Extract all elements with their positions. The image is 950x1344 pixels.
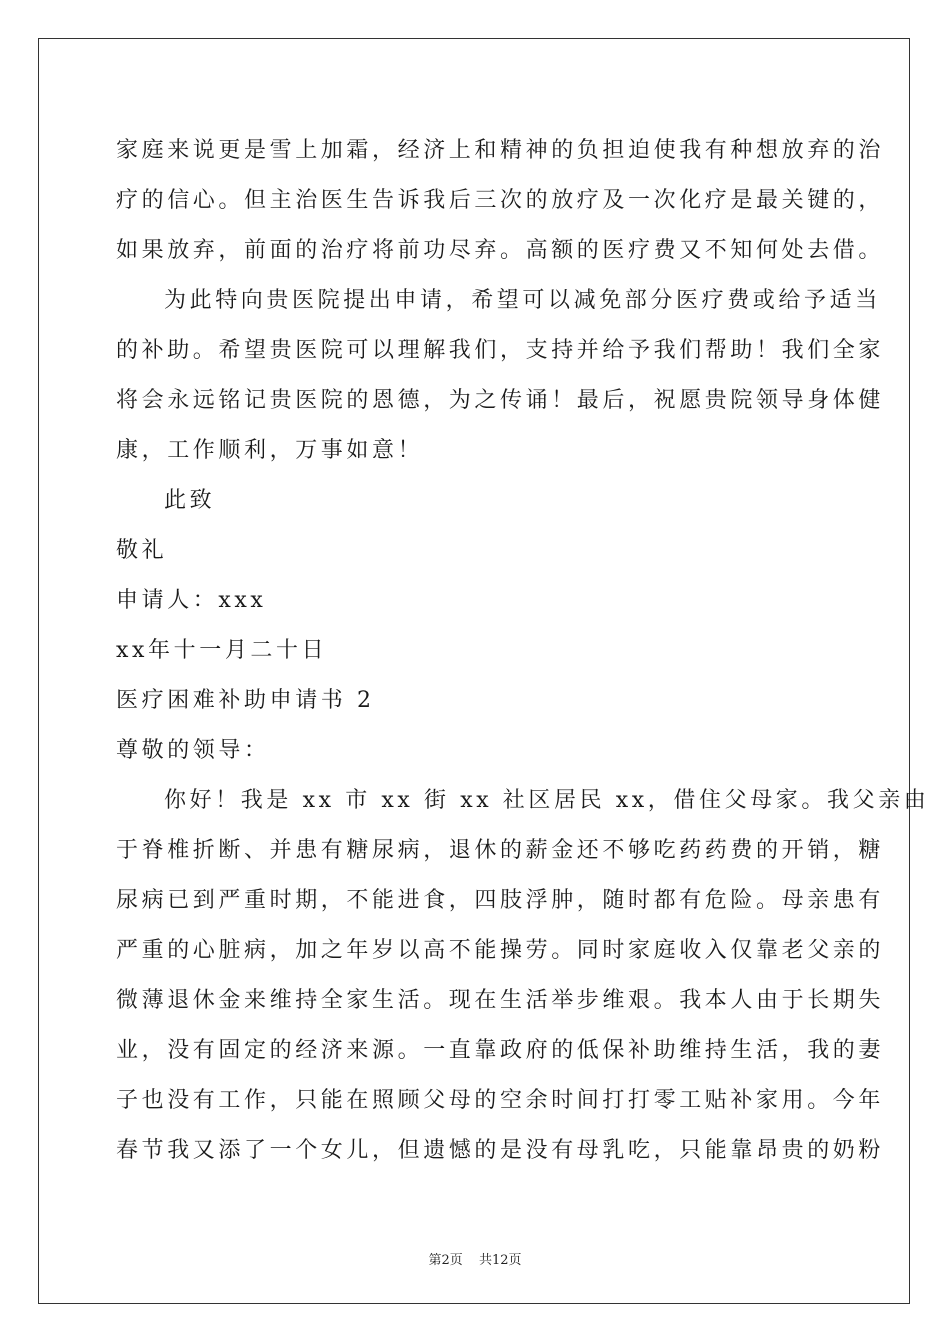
text-line: 尿病已到严重时期，不能进食，四肢浮肿，随时都有危险。母亲患有 <box>116 888 885 913</box>
text-line: 业，没有固定的经济来源。一直靠政府的低保补助维持生活，我的妻 <box>116 1038 885 1063</box>
text-line: 疗的信心。但主治医生告诉我后三次的放疗及一次化疗是最关键的， <box>116 188 885 213</box>
text-line: 家庭来说更是雪上加霜，经济上和精神的负担迫使我有种想放弃的治 <box>116 138 885 163</box>
section-title: 医疗困难补助申请书 2 <box>116 688 375 713</box>
text-line: 于脊椎折断、并患有糖尿病，退休的薪金还不够吃药药费的开销，糖 <box>116 838 885 863</box>
closing-salutation: 此致 <box>164 488 216 513</box>
text-line: 子也没有工作，只能在照顾父母的空余时间打打零工贴补家用。今年 <box>116 1088 885 1113</box>
text-line: 微薄退休金来维持全家生活。现在生活举步维艰。我本人由于长期失 <box>116 988 885 1013</box>
greeting: 尊敬的领导： <box>116 738 270 763</box>
date-line: xx年十一月二十日 <box>116 638 328 663</box>
text-line: 严重的心脏病，加之年岁以高不能操劳。同时家庭收入仅靠老父亲的 <box>116 938 885 963</box>
text-line: 将会永远铭记贵医院的恩德，为之传诵！最后，祝愿贵院领导身体健 <box>116 388 885 413</box>
text-line: 的补助。希望贵医院可以理解我们，支持并给予我们帮助！我们全家 <box>116 338 885 363</box>
closing-regards: 敬礼 <box>116 538 168 563</box>
page-total: 共12页 <box>478 1253 522 1268</box>
page-number: 第2页 <box>428 1253 463 1268</box>
text-line: 康，工作顺利，万事如意！ <box>116 438 424 463</box>
paragraph-start: 为此特向贵医院提出申请，希望可以减免部分医疗费或给予适当 <box>164 288 881 313</box>
applicant-line: 申请人：xxx <box>116 588 267 613</box>
text-line: 春节我又添了一个女儿，但遗憾的是没有母乳吃，只能靠昂贵的奶粉 <box>116 1138 885 1163</box>
text-line: 如果放弃，前面的治疗将前功尽弃。高额的医疗费又不知何处去借。 <box>116 238 885 263</box>
page-footer <box>0 1249 950 1268</box>
paragraph-start: 你好！我是 xx 市 xx 街 xx 社区居民 xx，借住父母家。我父亲由 <box>164 788 930 813</box>
